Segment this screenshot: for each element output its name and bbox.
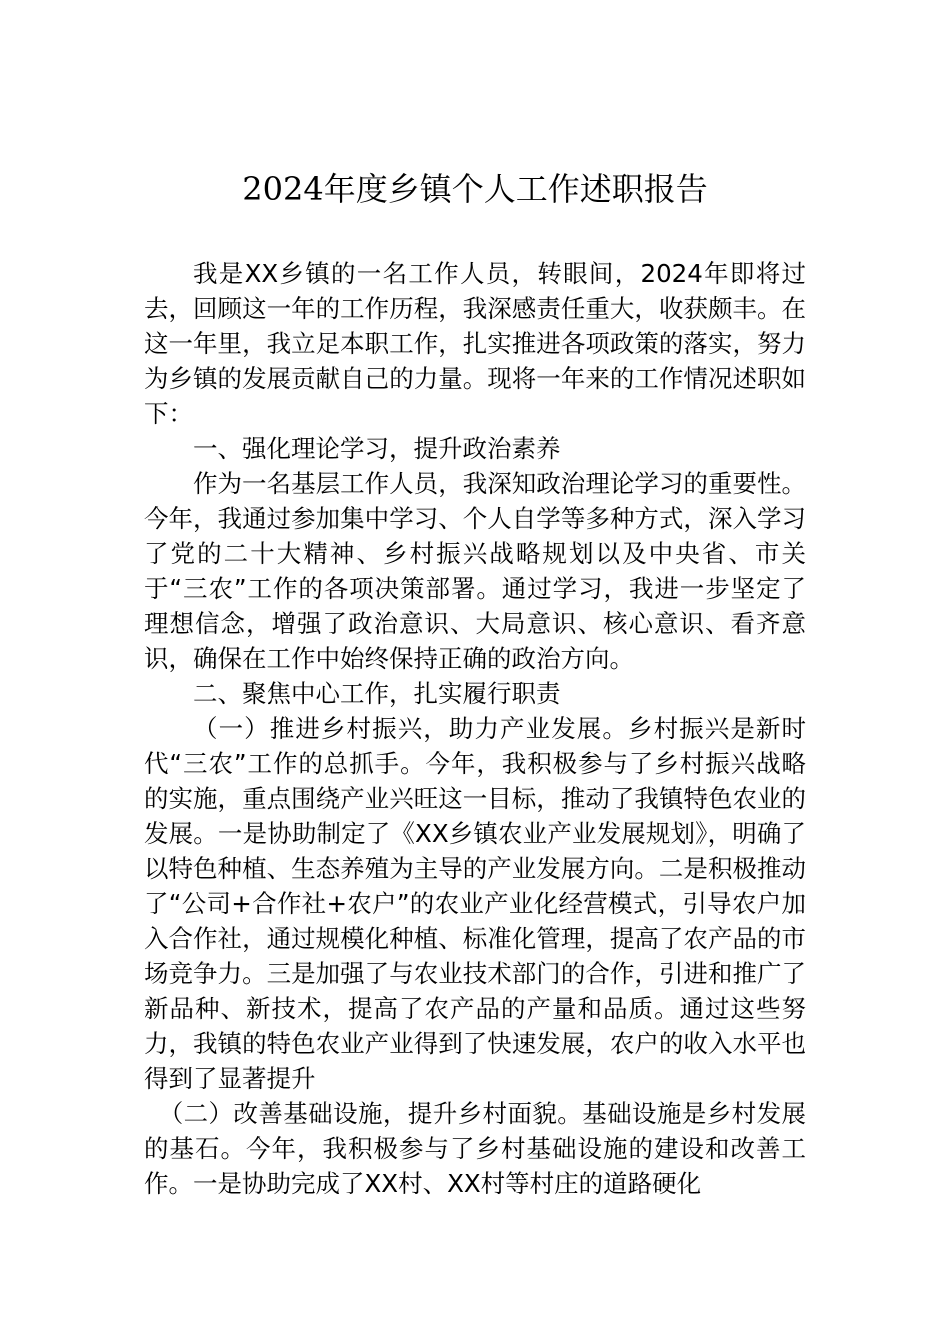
document-title: 2024年度乡镇个人工作述职报告: [242, 170, 708, 208]
subsection-1-paragraph: （一）推进乡村振兴，助力产业发展。乡村振兴是新时代“三农”工作的总抓手。今年，我积极参与了乡村振兴战略的实施，重点围绕产业兴旺这一目标，推动了我镇特色农业的发展。一是协助制定了《XX乡镇农业产业发展规划》，明确了以特色种植、生态养殖为主导的产业发展方向。二是积极推动了“公司+合作社+农户”的农业产业化经营模式，引导农户加入合作社，通过规模化种植、标准化管理，提高了农产品的市场竞争力。三是加强了与农业技术部门的合作，引进和推广了新品种、新技术，提高了农产品的产量和品质。通过这些努力，我镇的特色农业产业得到了快速发展，农户的收入水平也得到了显著提升: [144, 714, 806, 1093]
section-heading-2: 二、聚焦中心工作，扎实履行职责: [193, 679, 561, 708]
subsection-2-paragraph: （二）改善基础设施，提升乡村面貌。基础设施是乡村发展的基石。今年，我积极参与了乡村基础设施的建设和改善工作。一是协助完成了XX村、XX村等村庄的道路硬化: [144, 1099, 806, 1198]
intro-paragraph: 我是XX乡镇的一名工作人员，转眼间，2024年即将过去，回顾这一年的工作历程，我深感责任重大，收获颇丰。在这一年里，我立足本职工作，扎实推进各项政策的落实，努力为乡镇的发展贡献自己的力量。现将一年来的工作情况述职如下：: [144, 259, 806, 428]
section-1-paragraph: 作为一名基层工作人员，我深知政治理论学习的重要性。今年，我通过参加集中学习、个人自学等多种方式，深入学习了党的二十大精神、乡村振兴战略规划以及中央省、市关于“三农”工作的各项决策部署。通过学习，我进一步坚定了理想信念，增强了政治意识、大局意识、核心意识、看齐意识，确保在工作中始终保持正确的政治方向。: [144, 469, 806, 673]
section-heading-1: 一、强化理论学习，提升政治素养: [193, 434, 561, 463]
document-body: [144, 256, 806, 1201]
